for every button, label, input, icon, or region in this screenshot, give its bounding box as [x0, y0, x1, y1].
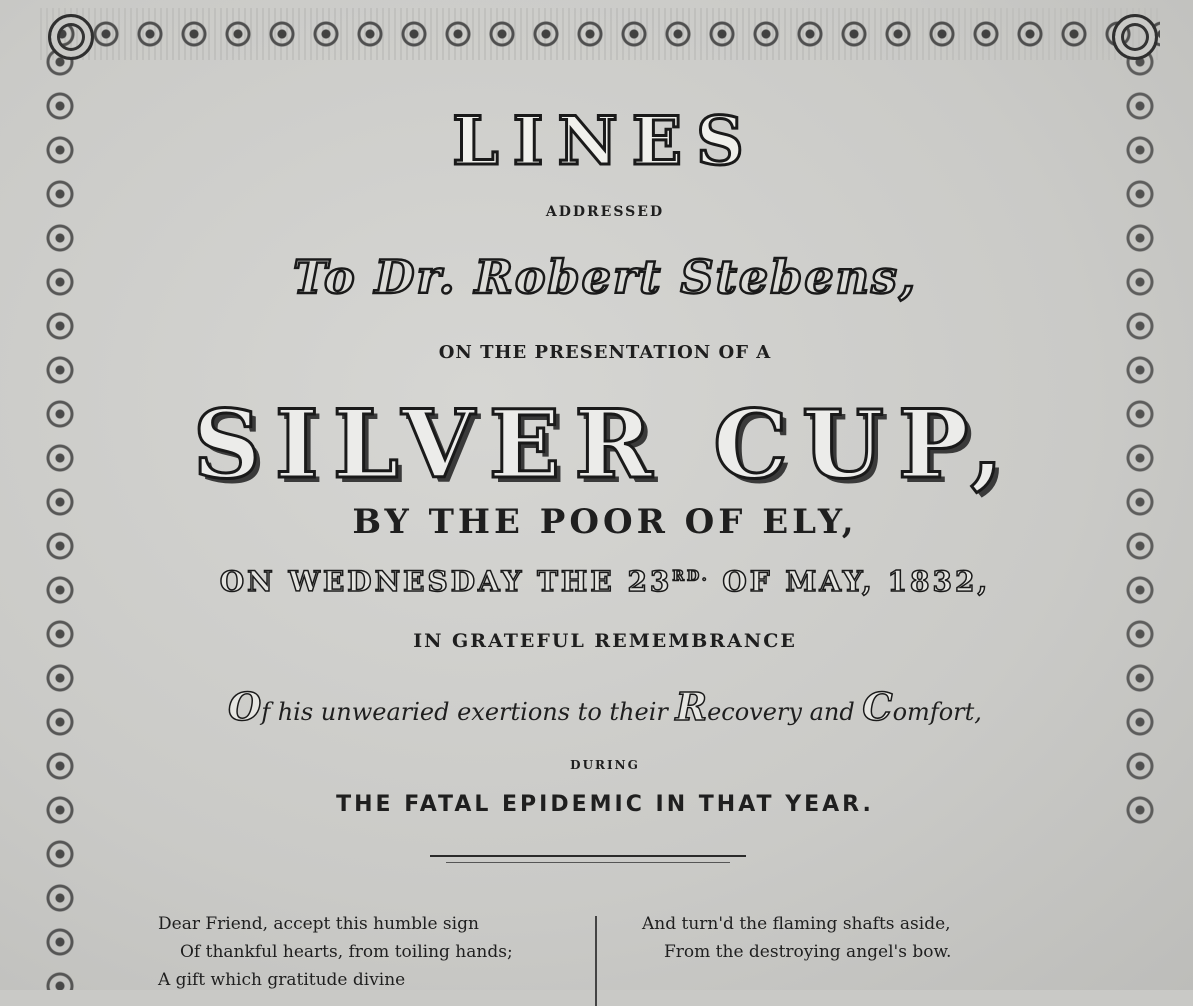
during-label: DURING — [570, 758, 640, 772]
title-lines: LINES — [452, 102, 758, 180]
ornamental-border-left — [30, 40, 90, 990]
exertions-text-1: f his unwearied exertions to their — [261, 698, 676, 726]
drop-cap-r: R — [675, 684, 708, 729]
divider-rule-thin — [446, 862, 730, 863]
verse-column-left — [158, 910, 513, 994]
presentation-line: ON THE PRESENTATION OF A — [438, 342, 772, 363]
corner-ornament-right — [1112, 14, 1158, 60]
date-line — [100, 565, 1110, 598]
broadside-content — [100, 60, 1110, 990]
ornamental-border-right — [1112, 40, 1168, 840]
exertions-text-3: omfort, — [892, 698, 982, 726]
verse-line: From the destroying angel's bow. — [664, 942, 952, 962]
verse-column-right — [642, 910, 951, 966]
epidemic-line: THE FATAL EPIDEMIC IN THAT YEAR. — [336, 792, 874, 817]
addressed-label: ADDRESSED — [545, 204, 665, 220]
verse-line: And turn'd the flaming shafts aside, — [642, 914, 951, 934]
verse-line: Of thankful hearts, from toiling hands; — [180, 942, 513, 962]
verse-line: Dear Friend, accept this humble sign — [158, 914, 479, 934]
exertions-line — [100, 684, 1110, 729]
givers-line: BY THE POOR OF ELY, — [352, 502, 858, 542]
date-prefix: ON WEDNESDAY THE 23 — [219, 565, 673, 598]
ornamental-border-top — [40, 8, 1160, 60]
drop-cap-o: O — [228, 684, 262, 729]
recipient-line: To Dr. Robert Stebens, — [293, 250, 917, 304]
verse-line: A gift which gratitude divine — [158, 970, 406, 990]
divider-rule — [430, 855, 746, 857]
column-divider — [595, 916, 597, 1006]
date-rest: OF MAY, 1832, — [709, 565, 991, 598]
date-ordinal: RD. — [672, 568, 710, 585]
silver-cup-heading: SILVER CUP, — [192, 390, 1018, 500]
exertions-text-2: ecovery and — [707, 698, 863, 726]
drop-cap-c: C — [862, 684, 893, 729]
remembrance-line: IN GRATEFUL REMEMBRANCE — [413, 630, 797, 652]
corner-ornament-left — [48, 14, 94, 60]
